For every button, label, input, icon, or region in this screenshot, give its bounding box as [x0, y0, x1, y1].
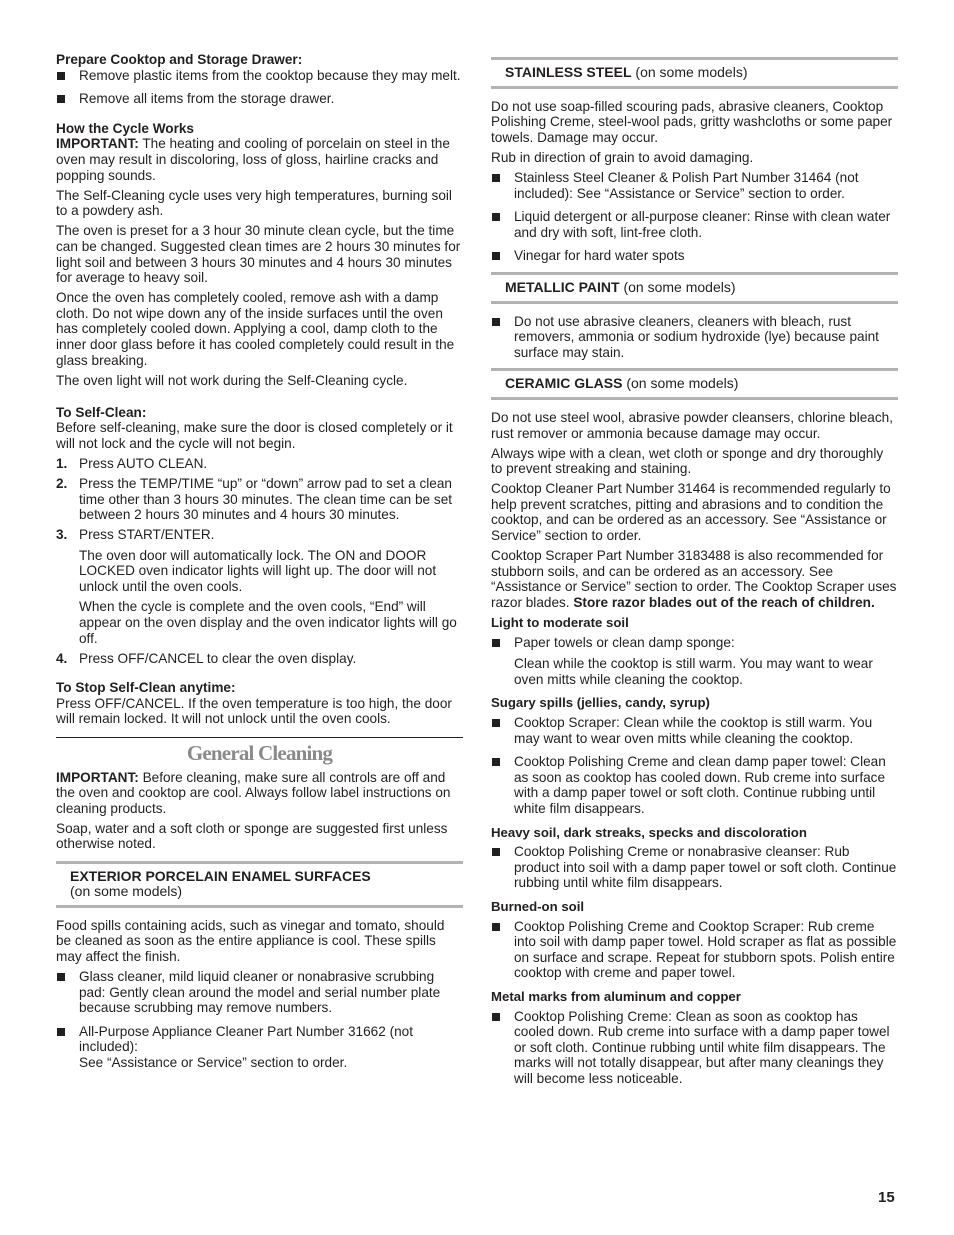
- section-divider: [56, 737, 463, 738]
- step-note: When the cycle is complete and the oven cools, “End” will appear on the oven display and the oven indicator lights will go off.: [79, 599, 457, 646]
- bullet-square-icon: [492, 758, 500, 766]
- left-column: [56, 52, 463, 1079]
- bullet-square-icon: [492, 174, 500, 182]
- ceramic-section-header: CERAMIC GLASS (on some models): [491, 368, 898, 400]
- prepare-heading: Prepare Cooktop and Storage Drawer:: [56, 52, 303, 67]
- step-note: The oven door will automatically lock. The ON and DOOR LOCKED oven indicator lights will light up. The door will not unlock until the oven cools.: [79, 547, 437, 594]
- bullet-square-icon: [57, 72, 65, 80]
- stainless-paragraph: Do not use soap-filled scouring pads, abrasive cleaners, Cooktop Polishing Creme, steel-wool pads, gritty washcloths or some paper towels. Damage may occur.: [491, 98, 893, 145]
- bullet-square-icon: [57, 973, 65, 981]
- exterior-section-header: EXTERIOR PORCELAIN ENAMEL SURFACES (on some models): [56, 861, 463, 908]
- sugary-heading: Sugary spills (jellies, candy, syrup): [491, 695, 710, 711]
- stainless-section-header: STAINLESS STEEL (on some models): [491, 57, 898, 89]
- cycle-paragraph: The oven light will not work during the Self-Cleaning cycle.: [56, 372, 408, 388]
- step-item: 4. Press OFF/CANCEL to clear the oven display.: [56, 651, 357, 667]
- list-item: Cooktop Scraper: Clean while the cooktop is still warm. You may want to wear oven mitts while cleaning the cooktop.: [491, 715, 898, 746]
- ceramic-paragraph: Cooktop Scraper Part Number 3183488 is also recommended for stubborn soils, and can be ordered as an accessory. See “Assistance or Service” section to order. The Cooktop Scraper uses razor blades. Store razor blades out of the reach of children.: [491, 548, 897, 610]
- bullet-square-icon: [492, 923, 500, 931]
- bullet-square-icon: [492, 213, 500, 221]
- list-item: Liquid detergent or all-purpose cleaner: Rinse with clean water and dry with soft, lint-free cloth.: [491, 209, 898, 240]
- ceramic-paragraph: Always wipe with a clean, wet cloth or sponge and dry thoroughly to prevent streaking and staining.: [491, 445, 884, 477]
- list-item: Cooktop Polishing Creme and Cooktop Scraper: Rub creme into soil with damp paper towel. Hold scraper as flat as possible on surface and scrape. Repeat for stubborn spots. Polish entire cooktop with creme and paper towel.: [491, 919, 898, 981]
- selfclean-intro: Before self-cleaning, make sure the door is closed completely or it will not lock and the cycle will not begin.: [56, 420, 453, 451]
- bullet-square-icon: [492, 639, 500, 647]
- list-item: Remove all items from the storage drawer.: [56, 91, 463, 107]
- cycle-paragraph: The Self-Cleaning cycle uses very high temperatures, burning soil to a powdery ash.: [56, 187, 452, 219]
- list-item: Glass cleaner, mild liquid cleaner or nonabrasive scrubbing pad: Gently clean around the model and serial number plate because scrubbing may remove numbers.: [56, 969, 463, 1016]
- stainless-paragraph: Rub in direction of grain to avoid damaging.: [491, 149, 754, 165]
- cycle-heading: How the Cycle Works: [56, 120, 194, 136]
- heavy-soil-heading: Heavy soil, dark streaks, specks and discoloration: [491, 824, 807, 840]
- bullet-square-icon: [492, 252, 500, 260]
- general-paragraph: Soap, water and a soft cloth or sponge are suggested first unless otherwise noted.: [56, 820, 448, 852]
- list-item: All-Purpose Appliance Cleaner Part Number 31662 (not included): See “Assistance or Service” section to order.: [56, 1024, 463, 1071]
- metallic-section-header: METALLIC PAINT (on some models): [491, 272, 898, 304]
- light-soil-heading: Light to moderate soil: [491, 615, 629, 631]
- general-cleaning-title: General Cleaning: [186, 740, 333, 765]
- list-item: Paper towels or clean damp sponge:: [491, 635, 898, 651]
- bullet-square-icon: [57, 1028, 65, 1036]
- list-item: Cooktop Polishing Creme or nonabrasive cleanser: Rub product into soil with a damp paper towel or soft cloth. Continue rubbing until white film disappears.: [491, 844, 898, 891]
- bullet-square-icon: [57, 95, 65, 103]
- right-column: [491, 52, 898, 1094]
- stop-text: Press OFF/CANCEL. If the oven temperature is too high, the door will remain locked. It will not unlock until the oven cools.: [56, 695, 452, 727]
- metal-marks-heading: Metal marks from aluminum and copper: [491, 988, 741, 1004]
- burned-soil-heading: Burned-on soil: [491, 898, 585, 914]
- list-item: Cooktop Polishing Creme and clean damp paper towel: Clean as soon as cooktop has cooled down. Rub creme into surface with a damp paper towel or soft cloth. Continue rubbing until white film disappears.: [491, 754, 898, 816]
- step-item: 1. Press AUTO CLEAN.: [56, 456, 208, 472]
- ceramic-paragraph: Do not use steel wool, abrasive powder cleansers, chlorine bleach, rust remover or ammonia because damage may occur.: [491, 409, 893, 441]
- list-item: Do not use abrasive cleaners, cleaners with bleach, rust removers, ammonia or sodium hydroxide (lye) because paint surface may stain.: [491, 314, 898, 361]
- list-item: Stainless Steel Cleaner & Polish Part Number 31464 (not included): See “Assistance or Service” section to order.: [491, 170, 898, 201]
- step-item: 3. Press START/ENTER.: [56, 527, 215, 543]
- list-item: Cooktop Polishing Creme: Clean as soon as cooktop has cooled down. Rub creme into surface with a damp paper towel or soft cloth. Continue rubbing until white film disappears. The marks will not totally disappear, but after many cleanings they will become less noticeable.: [491, 1009, 898, 1087]
- exterior-paragraph: Food spills containing acids, such as vinegar and tomato, should be cleaned as soon as the entire appliance is cool. These spills may affect the finish.: [56, 917, 445, 964]
- bullet-square-icon: [492, 318, 500, 326]
- list-item: Vinegar for hard water spots: [491, 248, 898, 264]
- cycle-paragraph: The oven is preset for a 3 hour 30 minute clean cycle, but the time can be changed. Suggested clean times are 2 hours 30 minutes for light soil and between 3 hours 30 minutes and 4 hours 30 minutes for average to heavy soil.: [56, 223, 461, 286]
- ceramic-paragraph: Cooktop Cleaner Part Number 31464 is recommended regularly to help prevent scratches, pitting and abrasions and to condition the cooktop, and can be ordered as an accessory. See “Assistance or Service” section to order.: [491, 481, 891, 544]
- page-number: 15: [878, 1189, 895, 1206]
- list-item: Remove plastic items from the cooktop because they may melt.: [56, 68, 463, 84]
- stop-heading: To Stop Self-Clean anytime:: [56, 680, 236, 696]
- light-soil-note: Clean while the cooktop is still warm. You may want to wear oven mitts while cleaning the cooktop.: [514, 656, 873, 687]
- cycle-important: IMPORTANT: The heating and cooling of porcelain on steel in the oven may result in discoloring, loss of gloss, hairline cracks and popping sounds.: [56, 136, 450, 183]
- bullet-square-icon: [492, 1013, 500, 1021]
- bullet-square-icon: [492, 719, 500, 727]
- selfclean-heading: To Self-Clean:: [56, 404, 147, 420]
- step-item: 2. Press the TEMP/TIME “up” or “down” arrow pad to set a clean time other than 3 hours 30 minutes. The clean time can be set between 2 hours 30 minutes and 4 hours 30 minutes.: [56, 476, 453, 523]
- bullet-square-icon: [492, 848, 500, 856]
- general-important: IMPORTANT: Before cleaning, make sure all controls are off and the oven and cooktop are cool. Always follow label instructions on cleaning products.: [56, 769, 451, 816]
- cycle-paragraph: Once the oven has completely cooled, remove ash with a damp cloth. Do not wipe down any of the inside surfaces until the oven has completely cooled down. Applying a cool, damp cloth to the inner door glass before it has cooled completely could result in the glass breaking.: [56, 290, 455, 368]
